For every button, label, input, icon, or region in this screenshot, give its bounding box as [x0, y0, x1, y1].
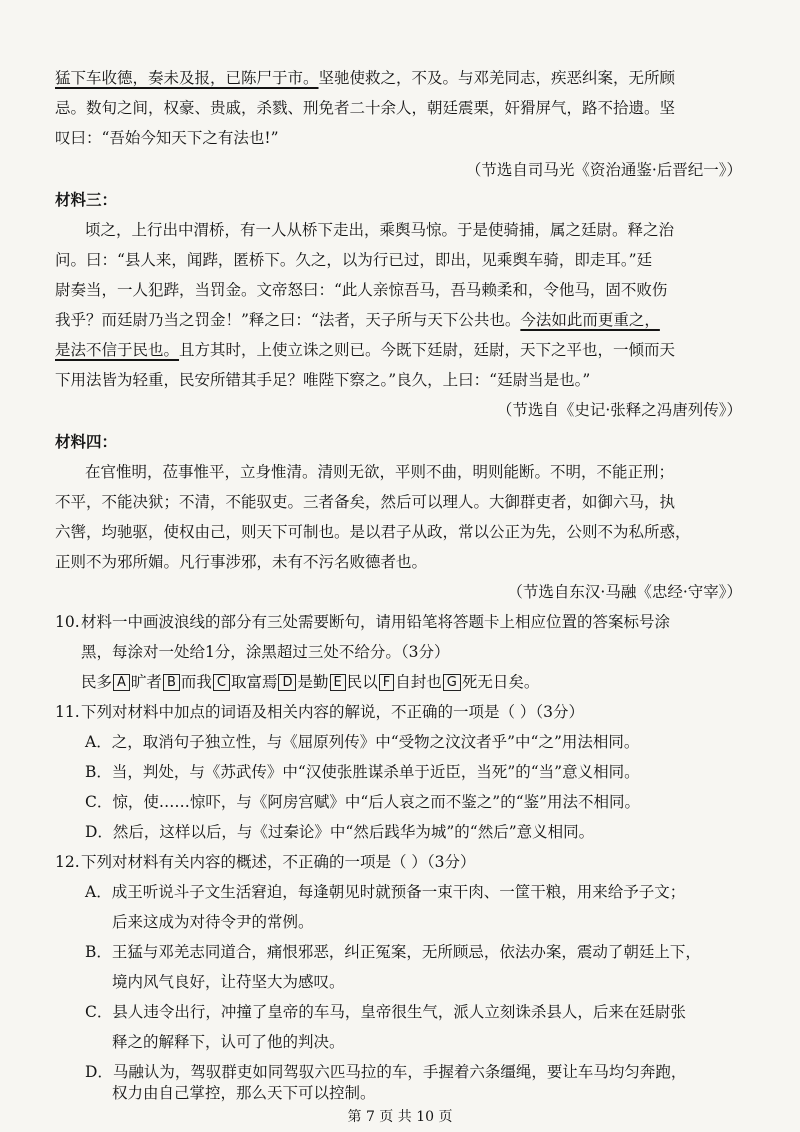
material4-line3: 六辔，均驰驱，使权由己，则天下可制也。是以君子从政，常以公正为先，公则不为私所惑， — [55, 523, 691, 541]
para1-line2: 忌。数旬之间，权豪、贵戚，杀戮、刑免者二十余人，朝廷震栗，奸猾屏气，路不拾遗。坚 — [55, 99, 676, 117]
material3-line1: 顷之，上行出中渭桥，有一人从桥下走出，乘舆马惊。于是使骑捕，属之廷尉。释之治 — [85, 221, 675, 239]
q11-option-d: D．然后，这样以后，与《过秦论》中“然后践华为城”的“然后”意义相同。 — [85, 823, 595, 841]
text-span: 下列对材料中加点的词语及相关内容的解说，不正确的一项是（ ）（3分） — [81, 703, 585, 721]
segment-text: 而我 — [180, 673, 212, 691]
text-span: 我乎？而廷尉乃当之罚金！”释之曰：“法者，天子所与天下公共也。 — [55, 311, 521, 329]
source-citation-3: （节选自《史记·张释之冯唐列传》） — [496, 401, 742, 419]
answer-mark-e[interactable]: E — [330, 674, 346, 691]
question-number: 12. — [55, 853, 80, 871]
segment-text: 民多 — [81, 673, 113, 691]
segment-text: 旷者 — [130, 673, 162, 691]
segment-text: 死无日矣。 — [461, 673, 540, 691]
source-citation-1: （节选自司马光《资治通鉴·后晋纪一》） — [465, 161, 742, 179]
text-span: 坚驰使救之，不及。与邓羌同志，疾恶纠案，无所顾 — [318, 69, 676, 87]
material3-line2: 问。曰：“县人来，闻跸，匿桥下。久之，以为行已过，即出，见乘舆车骑，即走耳。”廷 — [55, 251, 653, 269]
q10-segments — [81, 672, 539, 692]
material3-heading: 材料三： — [55, 190, 118, 209]
material3-line5 — [55, 340, 675, 360]
underlined-sentence: 是法不信于民也。 — [55, 341, 180, 359]
q11-option-b: B．当，判处，与《苏武传》中“汉使张胜谋杀单于近臣，当死”的“当”意义相同。 — [85, 763, 640, 781]
underlined-sentence: 猛下车收德，奏未及报，已陈尸于市。 — [55, 69, 319, 87]
q10-stem-line1 — [55, 612, 670, 632]
answer-mark-a[interactable]: A — [113, 674, 130, 691]
question-number: 11. — [55, 703, 80, 721]
q12-option-c-line1: C．县人违令出行，冲撞了皇帝的车马，皇帝很生气，派人立刻诛杀县人，后来在廷尉张 — [85, 1003, 686, 1021]
segment-text: 是勤 — [297, 673, 329, 691]
answer-mark-c[interactable]: C — [213, 674, 230, 691]
material4-line4: 正则不为邪所媚。凡行事涉邪，未有不污名败德者也。 — [55, 553, 428, 571]
underlined-sentence: 今法如此而更重之， — [520, 311, 660, 329]
q12-option-a-line2: 后来这成为对待令尹的常例。 — [112, 913, 314, 931]
q10-stem-line2: 黑，每涂对一处给1分，涂黑超过三处不给分。（3分） — [81, 643, 450, 661]
text-span: 且方其时，上使立诛之则已。今既下廷尉，廷尉，天下之平也，一倾而天 — [179, 341, 676, 359]
text-span: 材料一中画波浪线的部分有三处需要断句，请用铅笔将答题卡上相应位置的答案标号涂 — [81, 613, 671, 631]
q11-option-a: A．之，取消句子独立性，与《屈原列传》中“受物之汶汶者乎”中“之”用法相同。 — [85, 733, 640, 751]
material3-line3: 尉奏当，一人犯跸，当罚金。文帝怒曰：“此人亲惊吾马，吾马赖柔和，令他马，固不败伤 — [55, 281, 668, 299]
q12-option-d-line1: D．马融认为，驾驭群吏如同驾驭六匹马拉的车，手握着六条缰绳，要让车马均匀奔跑， — [85, 1063, 687, 1081]
source-citation-4: （节选自东汉·马融《忠经·守宰》） — [507, 583, 742, 601]
answer-mark-f[interactable]: F — [379, 674, 394, 691]
answer-mark-b[interactable]: B — [163, 674, 180, 691]
segment-text: 取富焉 — [230, 673, 278, 691]
material4-line1: 在官惟明，莅事惟平，立身惟清。清则无欲，平则不曲，明则能断。不明，不能正刑； — [85, 463, 675, 481]
material3-line4 — [55, 310, 660, 330]
page-footer: 第 7 页 共 10 页 — [347, 1109, 453, 1125]
segment-text: 自封也 — [395, 673, 442, 691]
q12-option-d-line2: 权力由自己掌控，那么天下可以控制。 — [112, 1084, 376, 1102]
q12-option-c-line2: 释之的解释下，认可了他的判决。 — [112, 1033, 345, 1051]
material4-heading: 材料四： — [55, 432, 118, 451]
question-number: 10. — [55, 613, 80, 631]
q12-option-a-line1: A．成王听说斗子文生活窘迫，每逢朝见时就预备一束干肉、一筐干粮，用来给予子文； — [85, 883, 686, 901]
para1-line3: 叹曰：“吾始今知天下之有法也!” — [55, 129, 279, 147]
material4-line2: 不平，不能决狱；不清，不能驭吏。三者备矣，然后可以理人。大御群吏者，如御六马，执 — [55, 493, 676, 511]
para1-line1 — [55, 68, 675, 88]
answer-mark-g[interactable]: G — [443, 674, 461, 691]
text-span: 下列对材料有关内容的概述，不正确的一项是（ ）（3分） — [81, 853, 476, 871]
q12-option-b-line1: B．王猛与邓羌志同道合，痛恨邪恶，纠正冤案，无所顾忌，依法办案，震动了朝廷上下， — [85, 943, 701, 961]
q12-stem — [55, 852, 476, 872]
q11-stem — [55, 702, 584, 722]
segment-text: 民以 — [346, 673, 378, 691]
q12-option-b-line2: 境内风气良好，让苻坚大为感叹。 — [112, 973, 345, 991]
q11-option-c: C．惊，使……惊吓，与《阿房宫赋》中“后人哀之而不鉴之”的“鉴”用法不相同。 — [85, 793, 641, 811]
material3-line6: 下用法皆为轻重，民安所错其手足？唯陛下察之。”良久，上曰：“廷尉当是也。” — [55, 371, 591, 389]
answer-mark-d[interactable]: D — [278, 674, 296, 691]
